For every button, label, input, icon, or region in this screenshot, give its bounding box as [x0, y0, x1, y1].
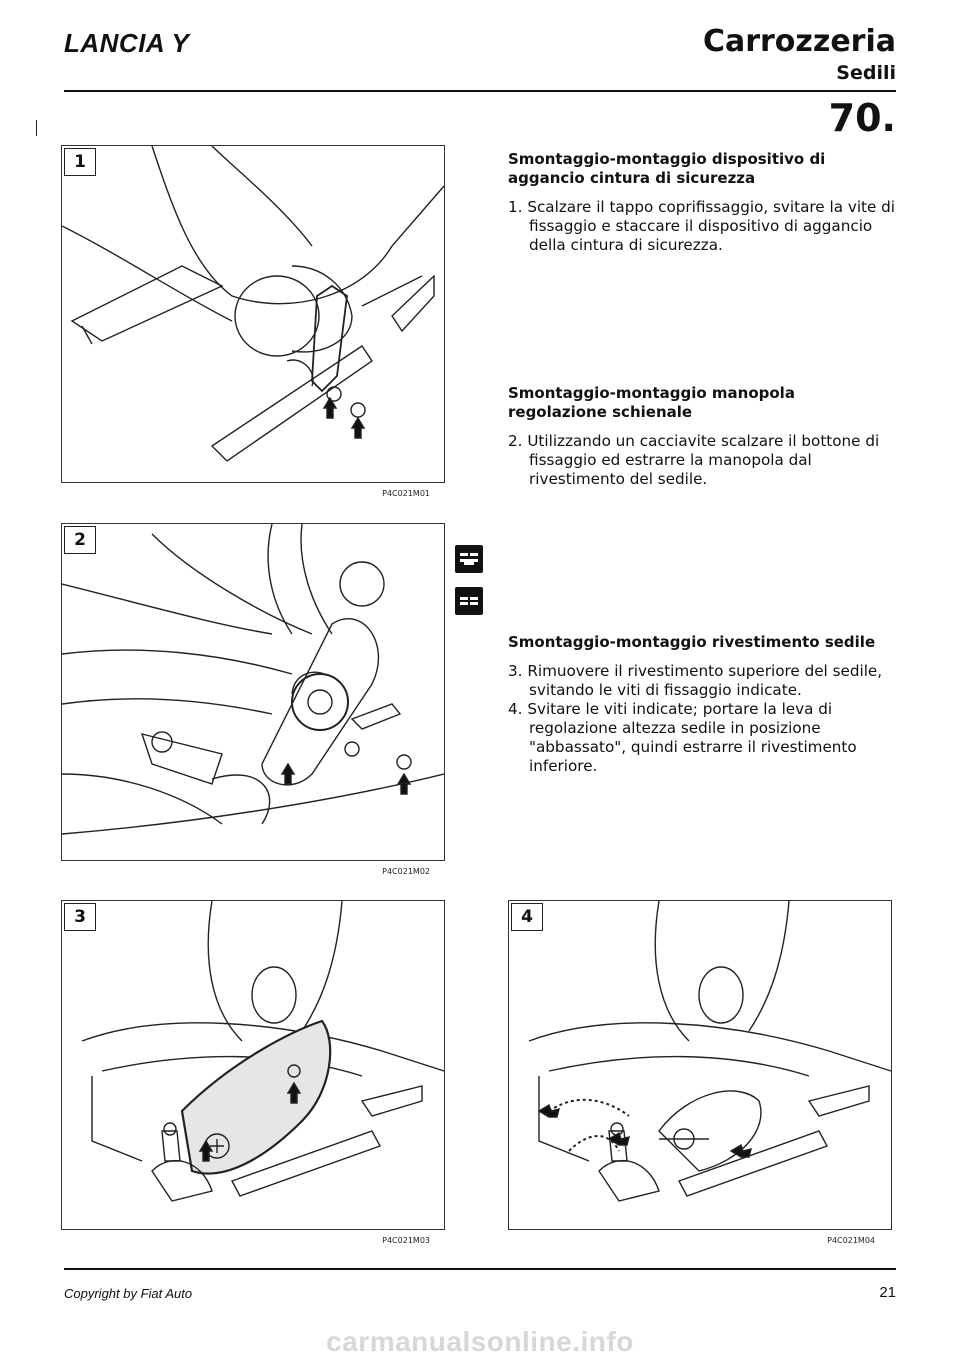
- figure-4: [508, 900, 892, 1230]
- section-knob: [508, 384, 896, 489]
- copyright-text: Copyright by Fiat Auto: [64, 1286, 193, 1301]
- section-heading: Smontaggio-montaggio dispositivo di aggancio cintura di sicurezza: [508, 150, 826, 187]
- section-heading: Smontaggio-montaggio manopola regolazione schienale: [508, 384, 795, 421]
- figure-3: [61, 900, 445, 1230]
- subsection-title: Sedili: [836, 62, 896, 84]
- section-heading: Smontaggio-montaggio rivestimento sedile: [508, 633, 876, 651]
- step-2: 2. Utilizzando un cacciavite scalzare il bottone di fissaggio ed estrarre la manopola dal rivestimento del sedile.: [508, 432, 880, 488]
- figure-number: 2: [64, 526, 96, 554]
- seat-belt-buckle-illustration: [62, 146, 444, 482]
- upper-trim-illustration: [62, 901, 444, 1229]
- tool-icon: [455, 587, 483, 615]
- figure-2: [61, 523, 445, 861]
- figure-number: 3: [64, 903, 96, 931]
- folio-number: 21: [879, 1284, 896, 1301]
- tool-icon: [455, 545, 483, 573]
- figure-code: P4C021M02: [382, 867, 430, 876]
- figure-code: P4C021M03: [382, 1236, 430, 1245]
- step-3: 3. Rimuovere il rivestimento superiore del sedile, svitando le viti di fissaggio indicate.: [508, 662, 883, 699]
- step-4: 4. Svitare le viti indicate; portare la leva di regolazione altezza sedile in posizione "abbassato", quindi estrarre il rivestimento inferiore.: [508, 700, 857, 775]
- brand-title: LANCIA Y: [64, 28, 190, 58]
- watermark: carmanualsonline.info: [326, 1326, 634, 1357]
- backrest-knob-illustration: [62, 524, 444, 860]
- footer-rule: [64, 1268, 896, 1270]
- figure-number: 4: [511, 903, 543, 931]
- section-trim: [508, 633, 896, 776]
- section-title: Carrozzeria: [702, 24, 896, 59]
- lower-trim-illustration: [509, 901, 891, 1229]
- margin-mark: [36, 120, 37, 136]
- page-number: 70.: [828, 96, 896, 140]
- figure-code: P4C021M04: [827, 1236, 875, 1245]
- figure-1: [61, 145, 445, 483]
- figure-number: 1: [64, 148, 96, 176]
- header-rule: [64, 90, 896, 92]
- section-seatbelt: [508, 150, 896, 255]
- step-1: 1. Scalzare il tappo coprifissaggio, svitare la vite di fissaggio e staccare il dispositivo di aggancio della cintura di sicurezza.: [508, 198, 896, 254]
- figure-code: P4C021M01: [382, 489, 430, 498]
